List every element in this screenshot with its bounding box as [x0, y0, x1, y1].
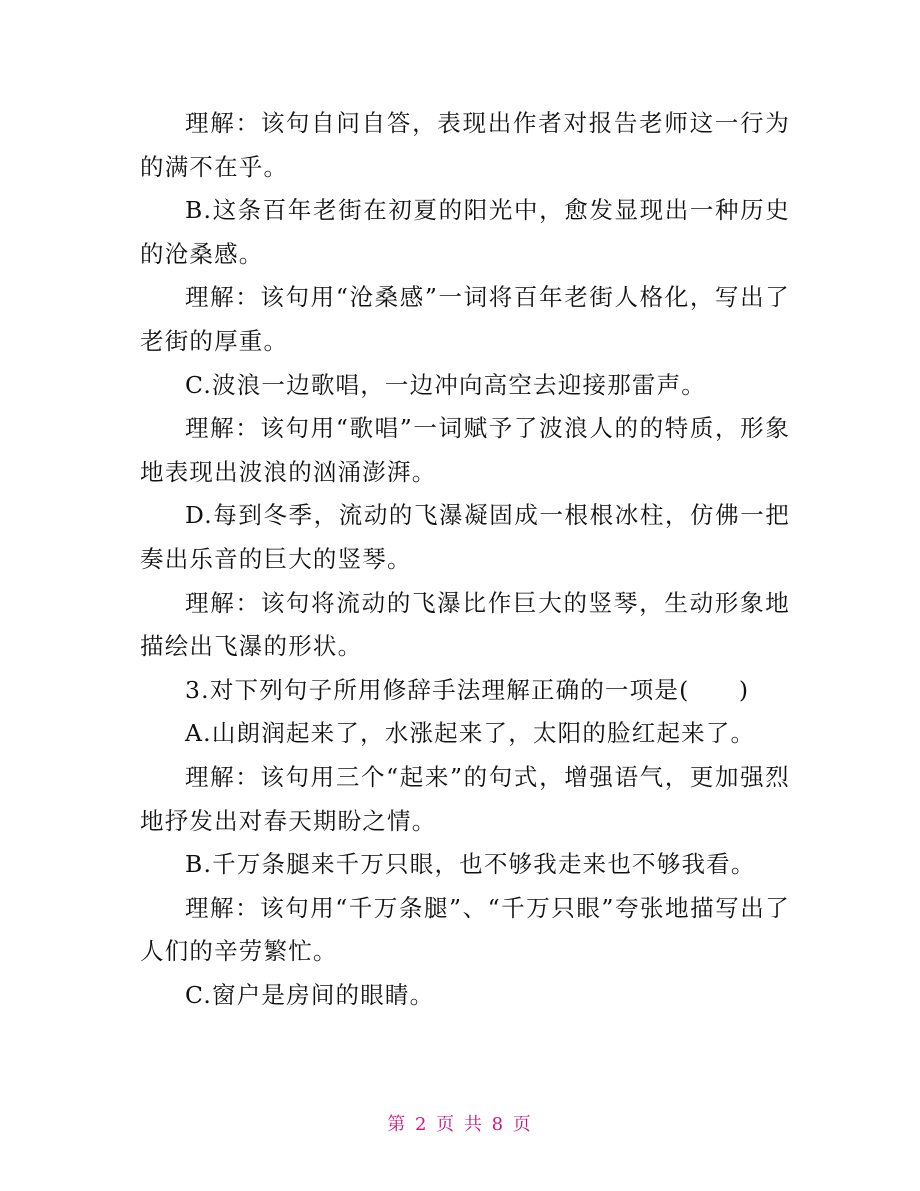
paragraph: 理解：该句用“千万条腿”、“千万只眼”夸张地描写出了人们的辛劳繁忙。: [140, 893, 790, 966]
paragraph: B.千万条腿来千万只眼，也不够我走来也不够我看。: [185, 850, 756, 879]
paragraph: 理解：该句用“沧桑感”一词将百年老街人格化，写出了老街的厚重。: [140, 283, 790, 355]
paragraph: 理解：该句用三个“起来”的句式，增强语气，更加强烈地抒发出对春天期盼之情。: [140, 762, 790, 835]
paragraph: C.波浪一边歌唱，一边冲向高空去迎接那雷声。: [185, 370, 707, 399]
paragraph: D.每到冬季，流动的飞瀑凝固成一根根冰柱，仿佛一把奏出乐音的巨大的竖琴。: [140, 501, 790, 573]
document-body: [140, 102, 790, 1017]
question-stem: 3.对下列句子所用修辞手法理解正确的一项是( ): [185, 675, 750, 704]
paragraph: C.窗户是房间的眼睛。: [185, 980, 435, 1009]
page-footer: [0, 1110, 920, 1136]
paragraph: A.山朗润起来了，水涨起来了，太阳的脸红起来了。: [185, 719, 756, 748]
paragraph: B.这条百年老街在初夏的阳光中，愈发显现出一种历史的沧桑感。: [140, 196, 790, 268]
paragraph: 理解：该句将流动的飞瀑比作巨大的竖琴，生动形象地描绘出飞瀑的形状。: [140, 588, 790, 661]
paragraph: 理解：该句用“歌唱”一词赋予了波浪人的的特质，形象地表现出波浪的汹涌澎湃。: [140, 414, 790, 486]
paragraph: 理解：该句自问自答，表现出作者对报告老师这一行为的满不在乎。: [140, 109, 790, 181]
page-number: 第 2 页 共 8 页: [387, 1114, 533, 1135]
